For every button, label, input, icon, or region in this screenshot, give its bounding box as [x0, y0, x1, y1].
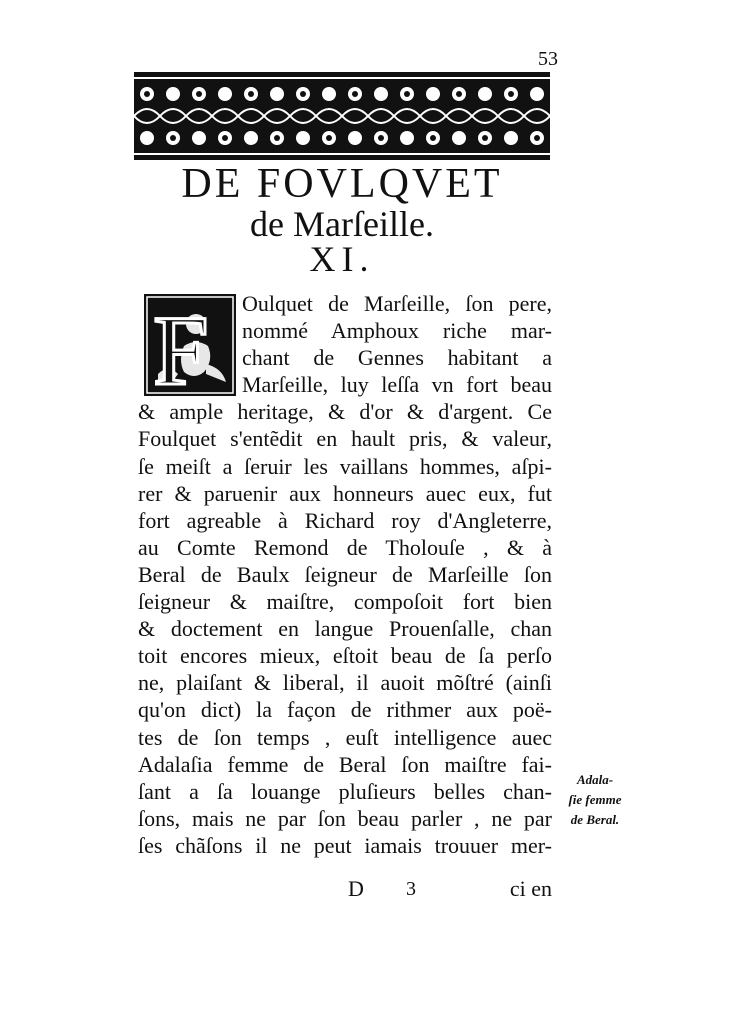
text-line: tes de ſon temps , euſt intelligence auec	[138, 724, 552, 750]
chapter-subtitle: de Marſeille.	[250, 204, 434, 244]
chapter-title: DE FOVLQVET	[181, 161, 503, 207]
text-line: Foulquet s'entẽdit en hault pris, & valeur,	[138, 426, 552, 452]
text-line: qu'on dict) la façon de rithmer aux poë-	[138, 697, 552, 723]
text-line: ſons, mais ne par ſon beau parler , ne par	[138, 805, 552, 831]
text-line: chant de Gennes habitant a	[242, 345, 552, 371]
margin-note-line: de Beral.	[570, 812, 620, 827]
margin-note	[555, 770, 635, 830]
page-footer	[138, 876, 552, 906]
text-line: Oulquet de Marſeille, ſon pere,	[242, 291, 552, 316]
margin-note-line: ſie femme	[568, 792, 622, 807]
text-line: fort agreable à Richard roy d'Angleterre,	[138, 507, 552, 533]
text-line: au Comte Remond de Tholouſe , & à	[138, 534, 552, 560]
text-line: nommé Amphoux riche mar-	[242, 318, 552, 344]
text-line: Adalaſia femme de Beral ſon maiſtre fai-	[138, 751, 552, 777]
body-text	[138, 290, 552, 859]
signature-number: 3	[406, 878, 416, 900]
text-line: toit encores mieux, eſtoit beau de ſa perſo	[138, 643, 552, 669]
text-line: Beral de Baulx ſeigneur de Marſeille ſon	[138, 561, 552, 587]
initial-letter: F	[153, 295, 209, 396]
text-line: ſes chãſons il ne peut iamais trouuer mer-	[138, 832, 552, 858]
chapter-number: XI.	[309, 239, 375, 279]
text-line: ſeigneur & maiſtre, compoſoit fort bien	[138, 589, 552, 615]
text-line: & ample heritage, & d'or & d'argent. Ce	[138, 399, 552, 425]
signature-mark: D	[348, 876, 364, 901]
text-line: Marſeille, luy leſſa vn fort beau	[242, 372, 552, 398]
text-line: ne, plaiſant & liberal, il auoit mõſtré (ainſi	[138, 670, 552, 696]
margin-note-line: Adala-	[576, 772, 614, 787]
page-number: 53	[538, 48, 558, 70]
text-line: & doctement en langue Prouenſalle, chan	[138, 616, 552, 642]
text-line: ſe meiſt a ſeruir les vaillans hommes, aſpi-	[138, 453, 552, 479]
text-line: rer & paruenir aux honneurs auec eux, fut	[138, 480, 552, 506]
text-line: ſant a ſa louange pluſieurs belles chan-	[138, 778, 552, 804]
ornamental-headpiece	[134, 72, 550, 160]
catchword: ci en	[509, 876, 552, 901]
